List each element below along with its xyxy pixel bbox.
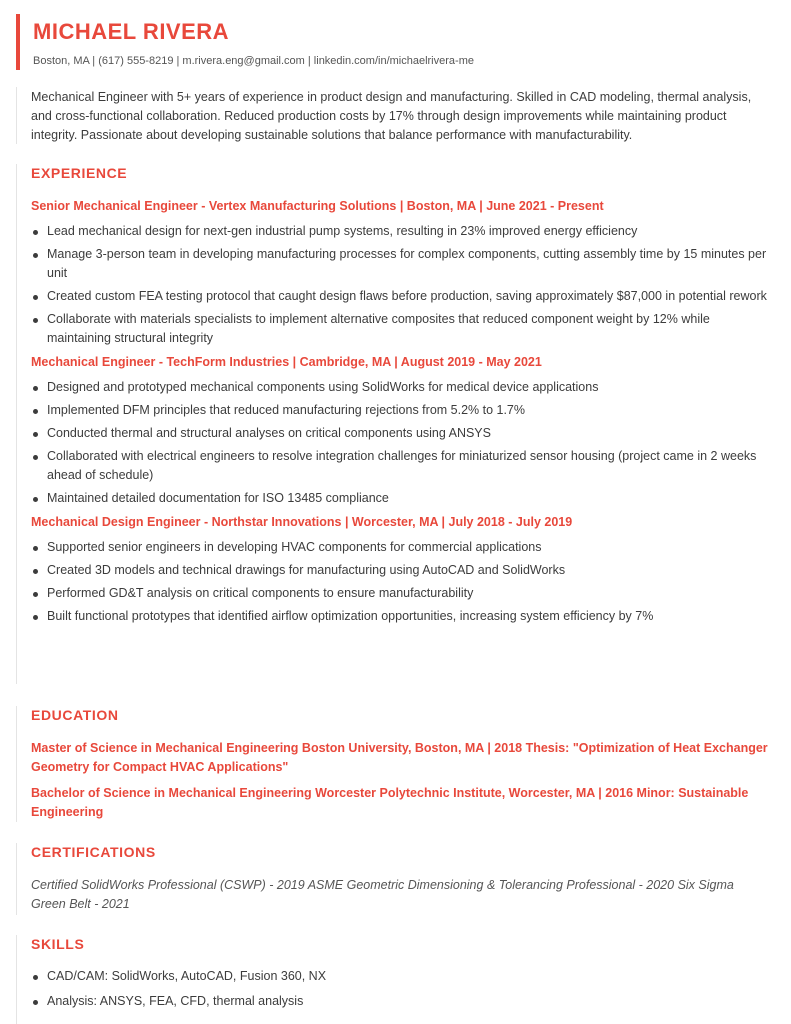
list-item: Designed and prototyped mechanical components using SolidWorks for medical device applications xyxy=(31,378,768,397)
list-item: Conducted thermal and structural analyses on critical components using ANSYS xyxy=(31,424,768,443)
summary-section xyxy=(16,87,768,144)
list-item: Performed GD&T analysis on critical components to ensure manufacturability xyxy=(31,584,768,603)
summary-text: Mechanical Engineer with 5+ years of experience in product design and manufacturing. Skilled in CAD modeling, thermal analysis, and cross-functional collaboration. Reduced production costs by 17% through design improvements while maintaining product integrity. Passionate about developing sustainable solutions that balance performance with manufacturability. xyxy=(31,90,752,142)
bullet-dot-icon xyxy=(33,409,38,414)
bullet-dot-icon xyxy=(33,386,38,391)
job-bullets xyxy=(31,222,768,348)
certifications-section xyxy=(16,843,768,915)
bullet-dot-icon xyxy=(33,455,38,460)
bullet-dot-icon xyxy=(33,318,38,323)
job-entry xyxy=(31,514,768,626)
bullet-dot-icon xyxy=(33,592,38,597)
education-section xyxy=(16,706,768,822)
bullet-dot-icon xyxy=(33,432,38,437)
job-heading: Mechanical Design Engineer - Northstar Innovations | Worcester, MA | July 2018 - July 2019 xyxy=(31,515,573,529)
skills-section xyxy=(16,935,768,1024)
list-item: Maintained detailed documentation for ISO 13485 compliance xyxy=(31,489,768,508)
bullet-dot-icon xyxy=(33,295,38,300)
education-heading: EDUCATION xyxy=(31,707,119,723)
job-bullets xyxy=(31,378,768,508)
list-item: Created 3D models and technical drawings for manufacturing using AutoCAD and SolidWorks xyxy=(31,561,768,580)
list-item: Collaborate with materials specialists to implement alternative composites that reduced component weight by 12% while maintaining structural integrity xyxy=(31,310,768,348)
list-item: Analysis: ANSYS, FEA, CFD, thermal analysis xyxy=(31,992,768,1011)
list-item: CAD/CAM: SolidWorks, AutoCAD, Fusion 360, NX xyxy=(31,967,768,986)
bullet-dot-icon xyxy=(33,497,38,502)
job-heading: Mechanical Engineer - TechForm Industries | Cambridge, MA | August 2019 - May 2021 xyxy=(31,355,542,369)
certifications-text: Certified SolidWorks Professional (CSWP) - 2019 ASME Geometric Dimensioning & Tolerancing Professional - 2020 Six Sigma Green Belt - 2021 xyxy=(31,878,734,911)
education-entry: Master of Science in Mechanical Engineering Boston University, Boston, MA | 2018 Thesis: "Optimization of Heat Exchanger Geometry for Compact HVAC Applications" xyxy=(31,741,768,774)
job-entry xyxy=(31,198,768,348)
skills-list xyxy=(31,967,768,1011)
list-item: Supported senior engineers in developing HVAC components for commercial applications xyxy=(31,538,768,557)
list-item: Collaborated with electrical engineers to resolve integration challenges for miniaturized sensor housing (project came in 2 weeks ahead of schedule) xyxy=(31,447,768,485)
experience-heading: EXPERIENCE xyxy=(31,165,128,181)
bullet-dot-icon xyxy=(33,569,38,574)
resume-header xyxy=(16,14,780,70)
job-heading: Senior Mechanical Engineer - Vertex Manufacturing Solutions | Boston, MA | June 2021 - Present xyxy=(31,199,604,213)
skills-heading: SKILLS xyxy=(31,936,85,952)
list-item: Lead mechanical design for next-gen industrial pump systems, resulting in 23% improved energy efficiency xyxy=(31,222,768,241)
bullet-dot-icon xyxy=(33,975,38,980)
education-entry: Bachelor of Science in Mechanical Engineering Worcester Polytechnic Institute, Worcester, MA | 2016 Minor: Sustainable Engineering xyxy=(31,786,749,819)
bullet-dot-icon xyxy=(33,615,38,620)
list-item: Created custom FEA testing protocol that caught design flaws before production, saving approximately $87,000 in potential rework xyxy=(31,287,768,306)
experience-section xyxy=(16,164,768,684)
bullet-dot-icon xyxy=(33,253,38,258)
list-item: Implemented DFM principles that reduced manufacturing rejections from 5.2% to 1.7% xyxy=(31,401,768,420)
list-item: Manage 3-person team in developing manufacturing processes for complex components, cutting assembly time by 15 minutes per unit xyxy=(31,245,768,283)
list-item: Built functional prototypes that identified airflow optimization opportunities, increasing system efficiency by 7% xyxy=(31,607,768,626)
candidate-name: MICHAEL RIVERA xyxy=(33,19,230,44)
contact-line: Boston, MA | (617) 555-8219 | m.rivera.eng@gmail.com | linkedin.com/in/michaelrivera-me xyxy=(33,55,474,67)
job-entry xyxy=(31,354,768,508)
bullet-dot-icon xyxy=(33,1000,38,1005)
certifications-heading: CERTIFICATIONS xyxy=(31,844,156,860)
bullet-dot-icon xyxy=(33,546,38,551)
job-bullets xyxy=(31,538,768,626)
bullet-dot-icon xyxy=(33,230,38,235)
